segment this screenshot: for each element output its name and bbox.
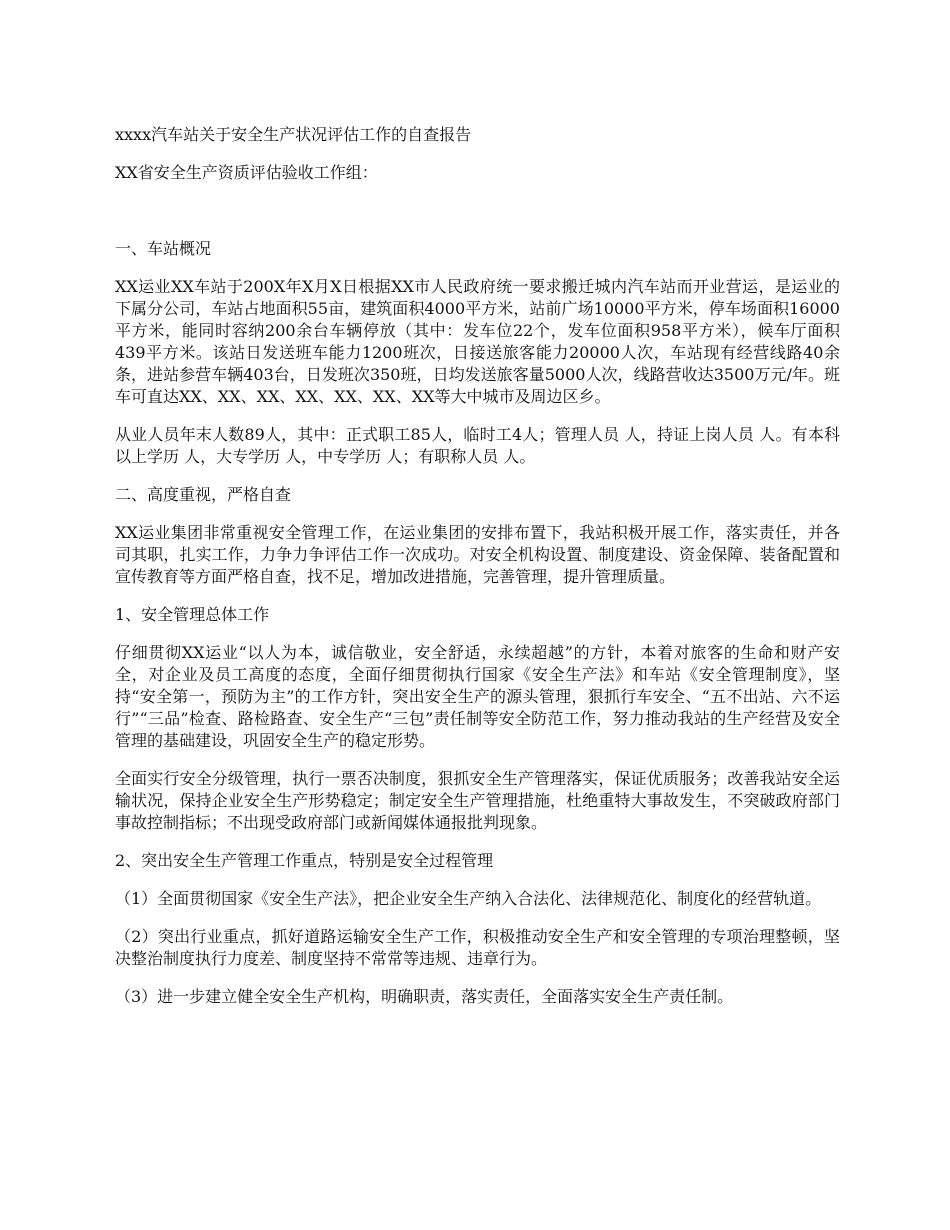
subheading-key-points: 2、突出安全生产管理工作重点，特别是安全过程管理 <box>115 851 494 870</box>
subheading-overall-safety: 1、安全管理总体工作 <box>115 605 270 624</box>
addressee-line: XX省安全生产资质评估验收工作组： <box>115 163 378 182</box>
paragraph-grading-management: 全面实行安全分级管理，执行一票否决制度，狠抓安全生产管理落实，保证优质服务；改善我站安全运输状况，保持企业安全生产形势稳定；制定安全生产管理措施，杜绝重特大事故发生，不突破政府部门事故控制指标；不出现受政府部门或新闻媒体通报批判现象。 <box>115 769 840 832</box>
list-item-2: （2）突出行业重点，抓好道路运输安全生产工作，积极推动安全生产和安全管理的专项治理整顿，坚决整治制度执行力度差、制度坚持不常常等违规、违章行为。 <box>115 927 840 968</box>
paragraph-station-overview: XX运业XX车站于200X年X月X日根据XX市人民政府统一要求搬迁城内汽车站而开业营运，是运业的下属分公司，车站占地面积55亩，建筑面积4000平方米，站前广场10000平方米，停车场面积16000平方米，能同时容纳200余台车辆停放（其中：发车位22个，发车位面积958平方米），候车厅面积439平方米。该站日发送班车能力1200班次，日接送旅客能力20000人次，车站现有经营线路40余条，进站参营车辆403台，日发班次350班，日均发送旅客量5000人次，线路营收达3500万元/年。班车可直达XX、XX、XX、XX、XX、XX、XX等大中城市及周边区乡。 <box>115 277 840 406</box>
document-page <box>115 124 840 1024</box>
paragraph-self-inspection: XX运业集团非常重视安全管理工作，在运业集团的安排布置下，我站积极开展工作，落实责任，并各司其职，扎实工作，力争力争评估工作一次成功。对安全机构设置、制度建设、资金保障、装备配置和宣传教育等方面严格自查，找不足，增加改进措施，完善管理，提升管理质量。 <box>115 523 840 586</box>
section-heading-self-inspection: 二、高度重视，严格自查 <box>115 485 292 504</box>
list-item-1: （1）全面贯彻国家《安全生产法》，把企业安全生产纳入合法化、法律规范化、制度化的经营轨道。 <box>115 889 822 908</box>
list-item-3: （3）进一步建立健全安全生产机构，明确职责，落实责任，全面落实安全生产责任制。 <box>115 987 734 1006</box>
section-heading-overview: 一、车站概况 <box>115 239 212 258</box>
document-title: xxxx汽车站关于安全生产状况评估工作的自查报告 <box>115 125 472 144</box>
paragraph-staff-numbers: 从业人员年末人数89人，其中：正式职工85人，临时工4人；管理人员 人，持证上岗人员 人。有本科以上学历 人，大专学历 人，中专学历 人；有职称人员 人。 <box>115 425 840 466</box>
paragraph-safety-policy: 仔细贯彻XX运业“以人为本，诚信敬业，安全舒适，永续超越”的方针，本着对旅客的生命和财产安全，对企业及员工高度的态度，全面仔细贯彻执行国家《安全生产法》和车站《安全管理制度》，坚持“安全第一，预防为主”的工作方针，突出安全生产的源头管理，狠抓行车安全、“五不出站、六不运行”“三品”检查、路检路查、安全生产“三包”责任制等安全防范工作，努力推动我站的生产经营及安全管理的基础建设，巩固安全生产的稳定形势。 <box>115 643 840 750</box>
